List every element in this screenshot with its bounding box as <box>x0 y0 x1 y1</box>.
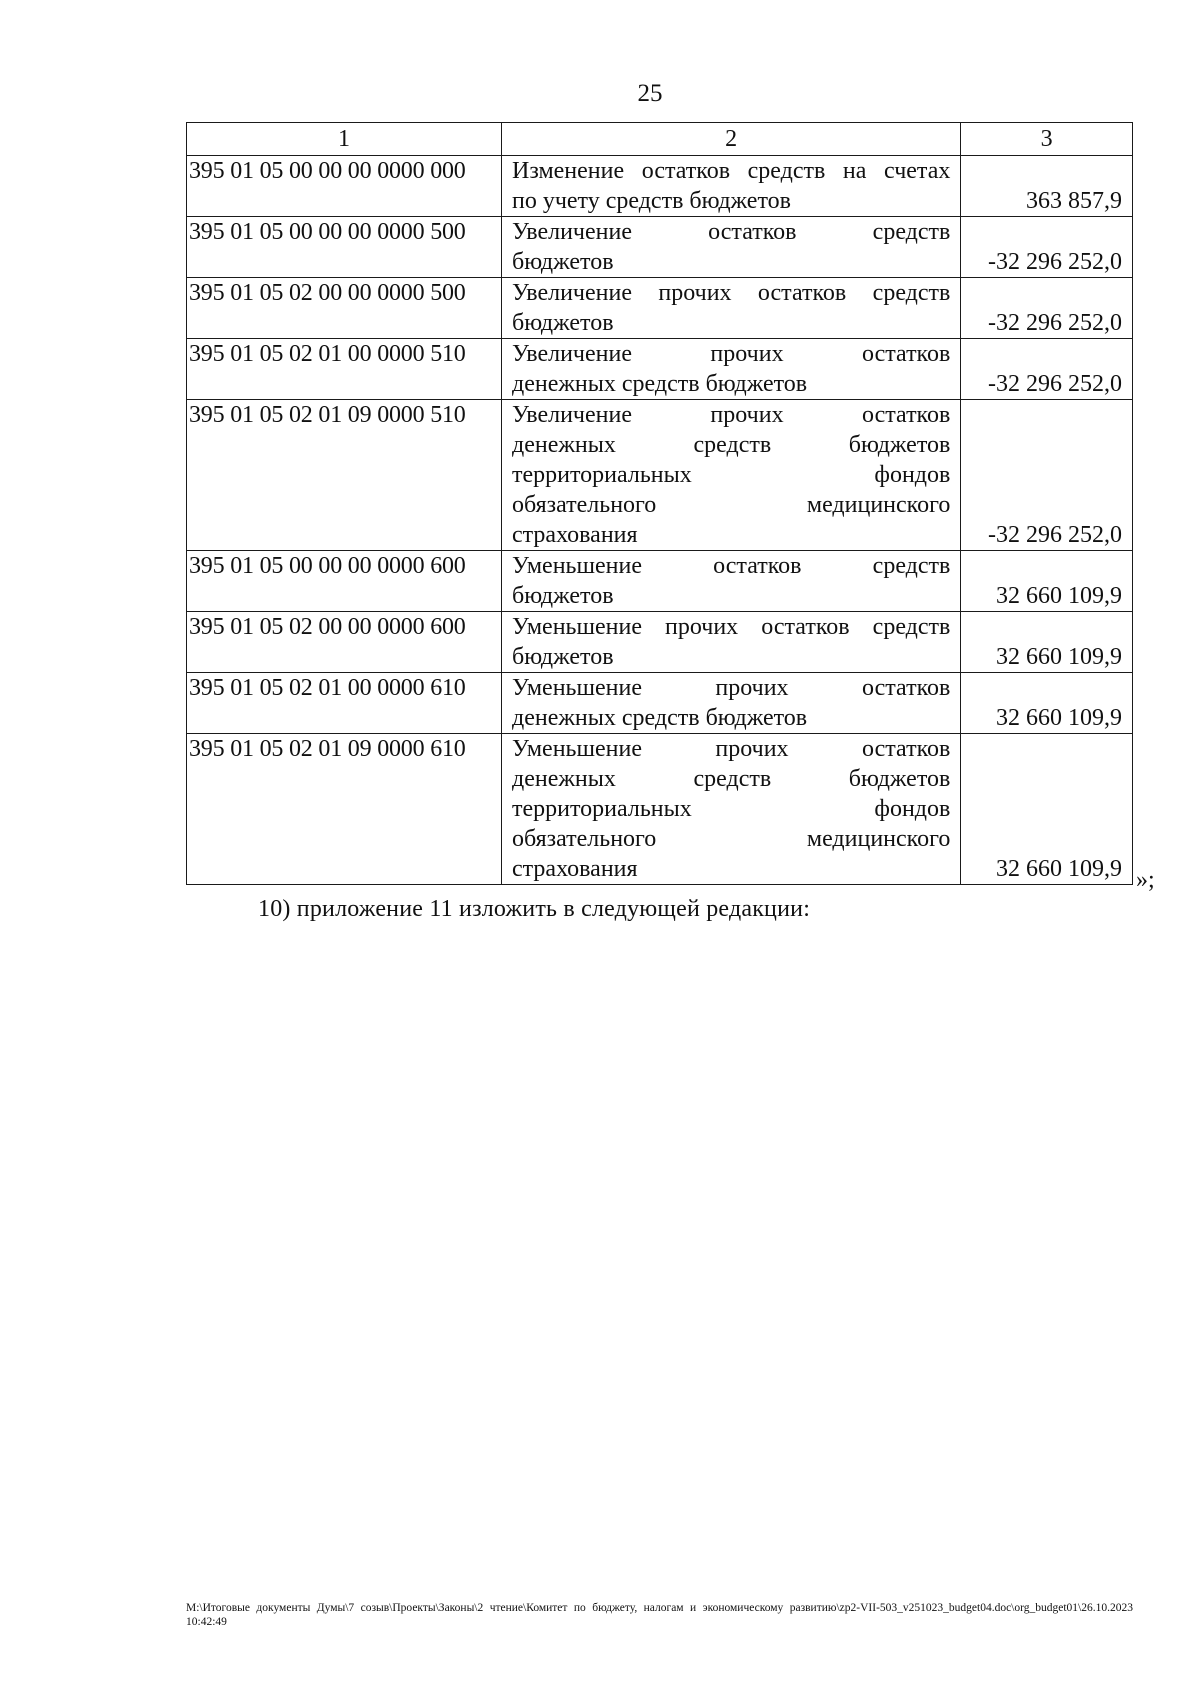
description-line: обязательного медицинского <box>511 492 951 518</box>
column-header-name: 2 <box>501 123 960 156</box>
table-row <box>187 278 1133 339</box>
budget-code-cell: 395 01 05 02 00 00 0000 600 <box>187 612 502 673</box>
closing-quote: »; <box>1136 867 1155 893</box>
amount-cell: 363 857,9 <box>961 156 1133 217</box>
description-cell <box>501 612 960 673</box>
description-line: бюджетов <box>511 644 614 670</box>
table-row <box>187 400 1133 551</box>
description-line: бюджетов <box>511 310 614 336</box>
description-line: денежных средств бюджетов <box>511 371 808 397</box>
amount-cell: -32 296 252,0 <box>961 400 1133 551</box>
description-line: бюджетов <box>511 583 614 609</box>
description-line: Увеличение прочих остатков средств <box>511 280 951 306</box>
description-line: бюджетов <box>511 249 614 275</box>
description-cell <box>501 339 960 400</box>
budget-code-cell: 395 01 05 02 01 00 0000 610 <box>187 673 502 734</box>
amount-cell: 32 660 109,9 <box>961 551 1133 612</box>
description-line: Увеличение остатков средств <box>511 219 951 245</box>
description-line: Уменьшение прочих остатков <box>511 675 951 701</box>
page-number: 25 <box>637 80 663 107</box>
description-line: денежных средств бюджетов <box>511 705 808 731</box>
description-cell <box>501 156 960 217</box>
table-row <box>187 734 1133 885</box>
amount-cell: -32 296 252,0 <box>961 339 1133 400</box>
amount-cell: -32 296 252,0 <box>961 217 1133 278</box>
budget-code-cell: 395 01 05 00 00 00 0000 000 <box>187 156 502 217</box>
description-line: страхования <box>511 522 638 548</box>
description-line: Увеличение прочих остатков <box>511 402 951 428</box>
description-cell <box>501 734 960 885</box>
description-line: обязательного медицинского <box>511 826 951 852</box>
column-header-code: 1 <box>187 123 502 156</box>
budget-code-cell: 395 01 05 00 00 00 0000 600 <box>187 551 502 612</box>
description-cell <box>501 400 960 551</box>
description-line: страхования <box>511 856 638 882</box>
description-line: Увеличение прочих остатков <box>511 341 951 367</box>
description-line: Уменьшение остатков средств <box>511 553 951 579</box>
budget-code-cell: 395 01 05 02 01 09 0000 610 <box>187 734 502 885</box>
table-row <box>187 551 1133 612</box>
description-line: денежных средств бюджетов <box>511 766 951 792</box>
budget-code-cell: 395 01 05 00 00 00 0000 500 <box>187 217 502 278</box>
amount-cell: 32 660 109,9 <box>961 673 1133 734</box>
table-row <box>187 673 1133 734</box>
description-line: территориальных фондов <box>511 796 951 822</box>
description-cell <box>501 278 960 339</box>
budget-code-cell: 395 01 05 02 01 00 0000 510 <box>187 339 502 400</box>
sources-table <box>186 122 1133 885</box>
description-line: по учету средств бюджетов <box>511 188 791 214</box>
column-header-amount: 3 <box>961 123 1133 156</box>
description-line: Изменение остатков средств на счетах <box>511 158 951 184</box>
budget-code-cell: 395 01 05 02 01 09 0000 510 <box>187 400 502 551</box>
amount-cell: -32 296 252,0 <box>961 278 1133 339</box>
table-row <box>187 156 1133 217</box>
description-cell <box>501 551 960 612</box>
description-line: денежных средств бюджетов <box>511 432 951 458</box>
description-line: Уменьшение прочих остатков средств <box>511 614 951 640</box>
description-cell <box>501 673 960 734</box>
amount-cell: 32 660 109,9 <box>961 612 1133 673</box>
budget-code-cell: 395 01 05 02 00 00 0000 500 <box>187 278 502 339</box>
description-cell <box>501 217 960 278</box>
description-line: территориальных фондов <box>511 462 951 488</box>
amount-cell: 32 660 109,9 <box>961 734 1133 885</box>
table-row <box>187 339 1133 400</box>
table-row <box>187 612 1133 673</box>
description-line: Уменьшение прочих остатков <box>511 736 951 762</box>
amendment-paragraph: 10) приложение 11 изложить в следующей редакции: <box>258 896 811 922</box>
footer-file-path: M:\Итоговые документы Думы\7 созыв\Проекты\Законы\2 чтение\Комитет по бюджету, налогам и экономическому развитию\zp2-VII-503_v251023_budget04.doc\org_budget01\26.10.2023 10:42:49 <box>186 1602 1133 1628</box>
table-body <box>187 156 1133 885</box>
table-header-row <box>187 123 1133 156</box>
table-row <box>187 217 1133 278</box>
